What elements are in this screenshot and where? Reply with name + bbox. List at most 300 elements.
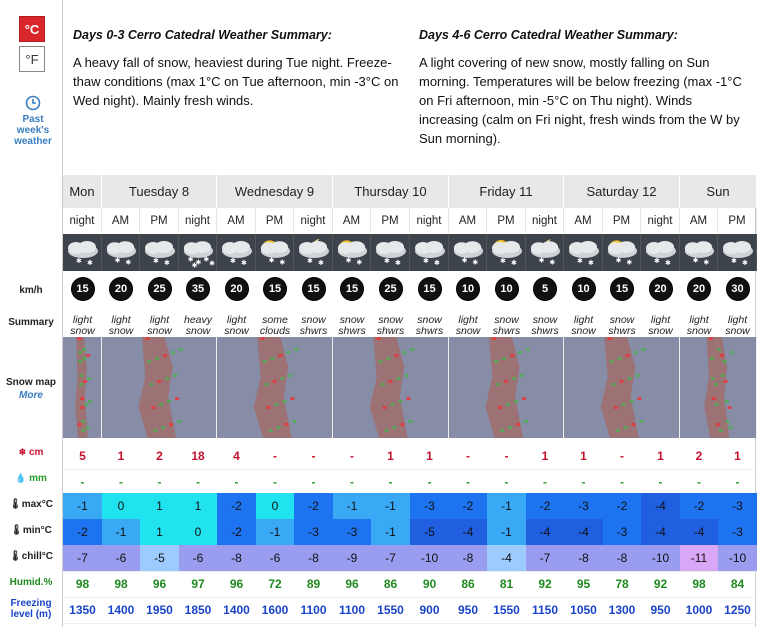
period-label: AM (564, 208, 603, 233)
snow-amount: - (350, 449, 354, 463)
day-header: Tuesday 8 (102, 175, 217, 208)
wind-arrow-icon: 15 (71, 277, 95, 301)
wind-arrow-icon: 15 (418, 277, 442, 301)
snow-map-thumbnail[interactable] (333, 337, 449, 438)
snow-cloud-icon (217, 234, 256, 271)
svg-text:✱: ✱ (76, 257, 82, 265)
wind-chill: -8 (294, 545, 333, 571)
min-temp: -3 (333, 519, 371, 545)
freezing-level: 1000 (685, 603, 713, 617)
snow-cloud-icon (718, 234, 757, 271)
svg-text:✱: ✱ (384, 257, 390, 265)
summary-left-text: A heavy fall of snow, heaviest during Tue night. Freeze-thaw conditions (max 1°C on Tue afternoon, min -3°C on Wed night). Mainly fresh winds. (73, 55, 399, 108)
freezing-level: 1550 (377, 603, 404, 617)
max-temp: 1 (140, 493, 179, 519)
snow-amount: - (273, 449, 277, 463)
humidity: 84 (730, 577, 745, 591)
wind-speed (641, 271, 680, 307)
min-temp: -4 (564, 519, 603, 545)
period-label: PM (718, 208, 757, 233)
wind-chill: -10 (410, 545, 449, 571)
min-temp: -4 (680, 519, 718, 545)
snow-map-thumbnail[interactable] (680, 337, 757, 438)
wind-arrow-icon: 15 (340, 277, 364, 301)
period-label: PM (256, 208, 294, 233)
svg-text:✱: ✱ (538, 256, 545, 265)
min-temp: 0 (179, 519, 217, 545)
day-header: Wednesday 9 (217, 175, 333, 208)
svg-text:✱: ✱ (203, 255, 210, 264)
wind-arrow-icon: 15 (302, 277, 326, 301)
celsius-button[interactable]: °C (19, 16, 45, 42)
moon-cloud-icon (294, 234, 333, 271)
snow-amount: 18 (191, 449, 205, 463)
period-label: night (294, 208, 333, 233)
period-label: AM (680, 208, 718, 233)
condition-summary: snow shwrs (492, 313, 521, 337)
snow-cloud-icon (641, 234, 680, 271)
weather-summary (63, 0, 757, 175)
svg-text:✱: ✱ (511, 259, 517, 267)
snow-amount: 4 (233, 449, 240, 463)
svg-text:✱: ✱ (187, 255, 194, 264)
svg-text:✱: ✱ (307, 257, 313, 265)
wind-speed (487, 271, 526, 307)
snow-cloud-icon (371, 234, 410, 271)
period-label: PM (140, 208, 179, 233)
wind-chill: -8 (449, 545, 487, 571)
wind-chill: -7 (63, 545, 102, 571)
wind-speed (63, 271, 102, 307)
max-row-label: 🌡max°C (9, 499, 53, 510)
snow-map-thumbnail[interactable] (564, 337, 680, 438)
freezing-level: 1550 (493, 603, 520, 617)
svg-text:✱: ✱ (626, 258, 633, 267)
svg-text:✱: ✱ (703, 258, 710, 267)
svg-text:✱: ✱ (356, 258, 363, 267)
min-temp: -1 (371, 519, 410, 545)
svg-text:✱: ✱ (345, 256, 352, 265)
min-temp: -1 (256, 519, 294, 545)
wind-chill: -8 (564, 545, 603, 571)
snow-map-thumbnail[interactable] (217, 337, 333, 438)
wind-speed (179, 271, 217, 307)
wind-arrow-icon: 30 (726, 277, 750, 301)
past-weather-link[interactable] (6, 95, 60, 147)
period-label: PM (603, 208, 641, 233)
svg-text:✱: ✱ (615, 256, 622, 265)
wind-chill: -8 (217, 545, 256, 571)
max-temp: -1 (333, 493, 371, 519)
svg-text:✱: ✱ (588, 259, 594, 267)
snow-amount: 5 (79, 449, 86, 463)
rain-amount: - (273, 475, 277, 489)
svg-text:✱: ✱ (577, 257, 583, 265)
humidity: 92 (653, 577, 668, 591)
wind-chill: -7 (526, 545, 564, 571)
period-label: PM (487, 208, 526, 233)
svg-text:✱: ✱ (434, 259, 440, 267)
snowflake-icon: ❄ (18, 447, 27, 457)
rain-amount: - (350, 475, 354, 489)
day-header: Mon (63, 175, 102, 208)
rain-row-label: 💧 mm (15, 473, 47, 484)
freezing-level: 950 (457, 603, 479, 617)
summary-left-title: Days 0-3 Cerro Catedral Weather Summary: (73, 28, 332, 42)
day-header: Thursday 10 (333, 175, 449, 208)
min-temp: -5 (410, 519, 449, 545)
wind-arrow-icon: 20 (109, 277, 133, 301)
sun-snow-icon (487, 234, 526, 271)
snow-map-thumbnail[interactable] (102, 337, 217, 438)
wind-arrow-icon: 5 (533, 277, 557, 301)
min-temp: 1 (140, 519, 179, 545)
freezing-level: 1350 (69, 603, 96, 617)
humidity: 95 (576, 577, 591, 591)
svg-text:✱: ✱ (279, 258, 286, 267)
summary-right-title: Days 4-6 Cerro Catedral Weather Summary: (419, 28, 678, 42)
snow-amount: - (466, 449, 470, 463)
max-temp: -1 (63, 493, 102, 519)
wind-arrow-icon: 10 (456, 277, 480, 301)
snow-cloud-icon (449, 234, 487, 271)
condition-summary: snow shwrs (299, 313, 328, 337)
wind-chill: -9 (333, 545, 371, 571)
rain-amount: - (157, 475, 162, 489)
max-temp: -2 (294, 493, 333, 519)
svg-text:✱: ✱ (500, 257, 506, 265)
humidity: 81 (499, 577, 514, 591)
snow-amount: 1 (387, 449, 394, 463)
day-header: Friday 11 (449, 175, 564, 208)
freezing-level: 1600 (261, 603, 289, 617)
condition-summary: light snow (686, 313, 712, 337)
condition-summary: some clouds (259, 313, 291, 337)
snow-map-thumbnail[interactable] (63, 337, 102, 438)
snow-amount: 1 (657, 449, 664, 463)
wind-arrow-icon: 20 (225, 277, 249, 301)
snow-row-label: ❄ cm (18, 447, 44, 458)
period-label: PM (371, 208, 410, 233)
svg-text:✱: ✱ (395, 259, 401, 267)
wind-arrow-icon: 10 (572, 277, 596, 301)
sun-snow-icon (603, 234, 641, 271)
wind-chill: -5 (140, 545, 179, 571)
wind-speed (680, 271, 718, 307)
freezing-level: 1150 (531, 603, 559, 617)
snow-amount: 1 (734, 449, 741, 463)
wind-speed (371, 271, 410, 307)
period-label: night (641, 208, 680, 233)
chill-row-label: 🌡chill°C (9, 551, 53, 562)
condition-summary: light snow (455, 313, 481, 337)
freezing-level: 1250 (724, 603, 751, 617)
wind-chill: -8 (603, 545, 641, 571)
max-temp: -2 (217, 493, 256, 519)
period-label: AM (449, 208, 487, 233)
rain-amount: - (543, 475, 547, 489)
max-temp: -3 (718, 493, 757, 519)
max-temp: -3 (564, 493, 603, 519)
summary-right-text: A light covering of new snow, mostly falling on Sun morning. Temperatures will be below freezing (max -1°C on Fri afternoon, min -5°C on Thu night). Winds increasing (calm on Fri night, fresh winds from the W by Sun morning). (419, 55, 742, 146)
snow-amount: 2 (156, 449, 163, 463)
rain-amount: - (196, 475, 200, 489)
snow-amount: - (504, 449, 509, 463)
condition-summary: light snow (224, 313, 249, 337)
snowmap-row-label: Snow map (5, 377, 56, 388)
svg-text:✱: ✱ (472, 258, 479, 267)
past-weather-label: Past week's weather (14, 114, 52, 147)
moon-snow-icon (526, 234, 564, 271)
wind-arrow-icon: 35 (186, 277, 210, 301)
wind-row-label: km/h (19, 285, 43, 296)
condition-summary: light snow (108, 313, 134, 337)
heavy-snow-icon (179, 234, 217, 271)
sun-cloud-icon (256, 234, 294, 271)
summary-days-0-3 (73, 26, 403, 110)
min-temp: -3 (718, 519, 757, 545)
svg-text:✱: ✱ (549, 258, 556, 267)
snowmap-more-link[interactable]: More (19, 390, 43, 401)
wind-chill: -6 (102, 545, 140, 571)
min-temp: -2 (63, 519, 102, 545)
wind-speed (603, 271, 641, 307)
thermometer-icon: 🌡 (9, 551, 22, 562)
max-temp: -2 (449, 493, 487, 519)
humidity: 92 (538, 577, 552, 591)
humid-row-label: Humid.% (9, 577, 53, 588)
condition-summary: light snow (70, 313, 95, 337)
period-label: night (526, 208, 564, 233)
condition-summary: light snow (725, 313, 750, 337)
freezing-level: 950 (650, 603, 671, 617)
svg-text:✱: ✱ (230, 257, 236, 265)
svg-text:✱: ✱ (692, 256, 699, 265)
summary-days-4-6 (419, 26, 751, 148)
rain-amount: - (388, 475, 393, 489)
fahrenheit-button[interactable]: °F (19, 46, 45, 72)
condition-summary: snow shwrs (338, 313, 366, 337)
freezing-level: 1950 (146, 603, 173, 617)
wind-chill: -10 (641, 545, 680, 571)
wind-arrow-icon: 15 (610, 277, 634, 301)
period-label: AM (333, 208, 371, 233)
min-row-label: 🌡min°C (10, 525, 52, 536)
summary-row-label: Summary (8, 317, 54, 328)
wind-arrow-icon: 15 (263, 277, 287, 301)
wind-speed (256, 271, 294, 307)
wind-arrow-icon: 20 (687, 277, 711, 301)
freezing-level: 1100 (300, 603, 327, 617)
day-header: Sun (680, 175, 757, 208)
wind-arrow-icon: 10 (495, 277, 519, 301)
wind-speed (333, 271, 371, 307)
snow-amount: 1 (117, 449, 125, 463)
wind-speed (718, 271, 757, 307)
left-sidebar (0, 0, 62, 627)
snow-cloud-icon (140, 234, 179, 271)
humidity: 98 (75, 577, 90, 591)
wind-chill: -6 (256, 545, 294, 571)
condition-summary: light snow (571, 313, 596, 337)
condition-summary: snow shwrs (376, 313, 405, 337)
svg-text:✱: ✱ (87, 259, 93, 267)
humidity: 78 (615, 577, 629, 591)
freezing-level: 1100 (338, 603, 366, 617)
wind-speed (217, 271, 256, 307)
svg-text:✱: ✱ (731, 257, 737, 265)
freezing-level: 1300 (608, 603, 636, 617)
min-temp: -3 (603, 519, 641, 545)
wind-chill: -6 (179, 545, 217, 571)
wind-chill: -4 (487, 545, 526, 571)
svg-text:✱: ✱ (665, 259, 671, 267)
snow-amount: 1 (580, 449, 587, 463)
rain-amount: - (466, 475, 470, 489)
wind-arrow-icon: 25 (379, 277, 403, 301)
svg-text:✱: ✱ (125, 258, 132, 267)
svg-text:✱: ✱ (153, 257, 159, 265)
max-temp: -1 (487, 493, 526, 519)
snow-amount: 2 (695, 449, 703, 463)
wind-speed (564, 271, 603, 307)
wind-speed (294, 271, 333, 307)
max-temp: 1 (179, 493, 217, 519)
snow-cloud-icon (410, 234, 449, 271)
humidity: 86 (383, 577, 398, 591)
max-temp: -1 (371, 493, 410, 519)
rain-amount: - (504, 475, 509, 489)
rain-amount: - (311, 475, 316, 489)
snow-cloud-icon (564, 234, 603, 271)
rain-amount: - (234, 475, 239, 489)
wind-speed (102, 271, 140, 307)
snow-amount: 1 (426, 449, 433, 463)
max-temp: -2 (526, 493, 564, 519)
period-label: AM (217, 208, 256, 233)
max-temp: -2 (603, 493, 641, 519)
svg-text:✱: ✱ (209, 259, 215, 268)
rain-amount: - (427, 475, 432, 489)
min-temp: -1 (102, 519, 140, 545)
wind-speed (410, 271, 449, 307)
svg-text:✱: ✱ (195, 258, 202, 267)
wind-speed (526, 271, 564, 307)
min-temp: -3 (294, 519, 333, 545)
day-header: Saturday 12 (564, 175, 680, 208)
humidity: 96 (152, 577, 167, 591)
svg-text:✱: ✱ (654, 257, 660, 265)
freezing-level: 1850 (184, 603, 212, 617)
freezing-level: 900 (419, 603, 440, 617)
svg-text:✱: ✱ (164, 259, 170, 267)
sun-snow-icon (333, 234, 371, 271)
condition-summary: light snow (648, 313, 673, 337)
freezing-row-label: Freezing level (m) (10, 598, 52, 620)
svg-text:✱: ✱ (742, 259, 748, 267)
rain-amount: - (80, 475, 85, 489)
svg-text:✱: ✱ (268, 256, 275, 265)
wind-chill: -11 (680, 545, 718, 571)
max-temp: 0 (256, 493, 294, 519)
humidity: 96 (229, 577, 244, 591)
period-label: night (179, 208, 217, 233)
snow-map-thumbnail[interactable] (449, 337, 564, 438)
condition-summary: snow shwrs (531, 313, 559, 337)
condition-summary: light snow (147, 313, 172, 337)
snow-cloud-icon (102, 234, 140, 271)
rain-amount: - (581, 475, 586, 489)
min-temp: -4 (526, 519, 564, 545)
humidity: 72 (268, 577, 282, 591)
period-label: AM (102, 208, 140, 233)
wind-speed (449, 271, 487, 307)
rain-amount: - (697, 475, 701, 489)
clock-icon (25, 95, 41, 111)
max-temp: -4 (641, 493, 680, 519)
svg-text:✱: ✱ (461, 256, 468, 265)
svg-text:✱: ✱ (191, 261, 198, 270)
condition-summary: snow shwrs (608, 313, 636, 337)
max-temp: 0 (102, 493, 140, 519)
min-temp: -4 (641, 519, 680, 545)
snow-amount: - (620, 449, 624, 463)
period-label: night (410, 208, 449, 233)
wind-chill: -10 (718, 545, 757, 571)
svg-text:✱: ✱ (318, 259, 324, 267)
humidity: 86 (461, 577, 475, 591)
humidity: 89 (306, 577, 321, 591)
condition-summary: snow shwrs (415, 313, 444, 337)
humidity: 90 (422, 577, 437, 591)
rain-amount: - (658, 475, 663, 489)
min-temp: -4 (449, 519, 487, 545)
humidity: 98 (114, 577, 128, 591)
wind-speed (140, 271, 179, 307)
thermometer-icon: 🌡 (10, 525, 23, 536)
snow-cloud-icon (63, 234, 102, 271)
svg-text:✱: ✱ (241, 259, 247, 267)
svg-text:✱: ✱ (423, 257, 429, 265)
wind-arrow-icon: 25 (148, 277, 172, 301)
humidity: 97 (191, 577, 205, 591)
max-temp: -3 (410, 493, 449, 519)
max-temp: -2 (680, 493, 718, 519)
condition-summary: heavy snow (183, 313, 213, 337)
freezing-level: 1400 (107, 603, 135, 617)
snow-cloud-icon (680, 234, 718, 271)
wind-arrow-icon: 20 (649, 277, 673, 301)
thermometer-icon: 🌡 (9, 499, 22, 510)
row-divider (63, 623, 757, 624)
freezing-level: 1050 (570, 603, 597, 617)
rain-amount: - (735, 475, 740, 489)
humidity: 98 (692, 577, 706, 591)
period-label: night (63, 208, 102, 233)
wind-chill: -7 (371, 545, 410, 571)
snow-amount: - (311, 449, 316, 463)
rain-amount: - (620, 475, 624, 489)
snow-amount: 1 (541, 449, 549, 463)
humidity: 96 (345, 577, 359, 591)
svg-text:✱: ✱ (114, 256, 121, 265)
raindrop-icon: 💧 (15, 473, 27, 483)
freezing-level: 1400 (223, 603, 250, 617)
rain-amount: - (119, 475, 123, 489)
forecast-table (62, 0, 756, 627)
min-temp: -2 (217, 519, 256, 545)
min-temp: -1 (487, 519, 526, 545)
